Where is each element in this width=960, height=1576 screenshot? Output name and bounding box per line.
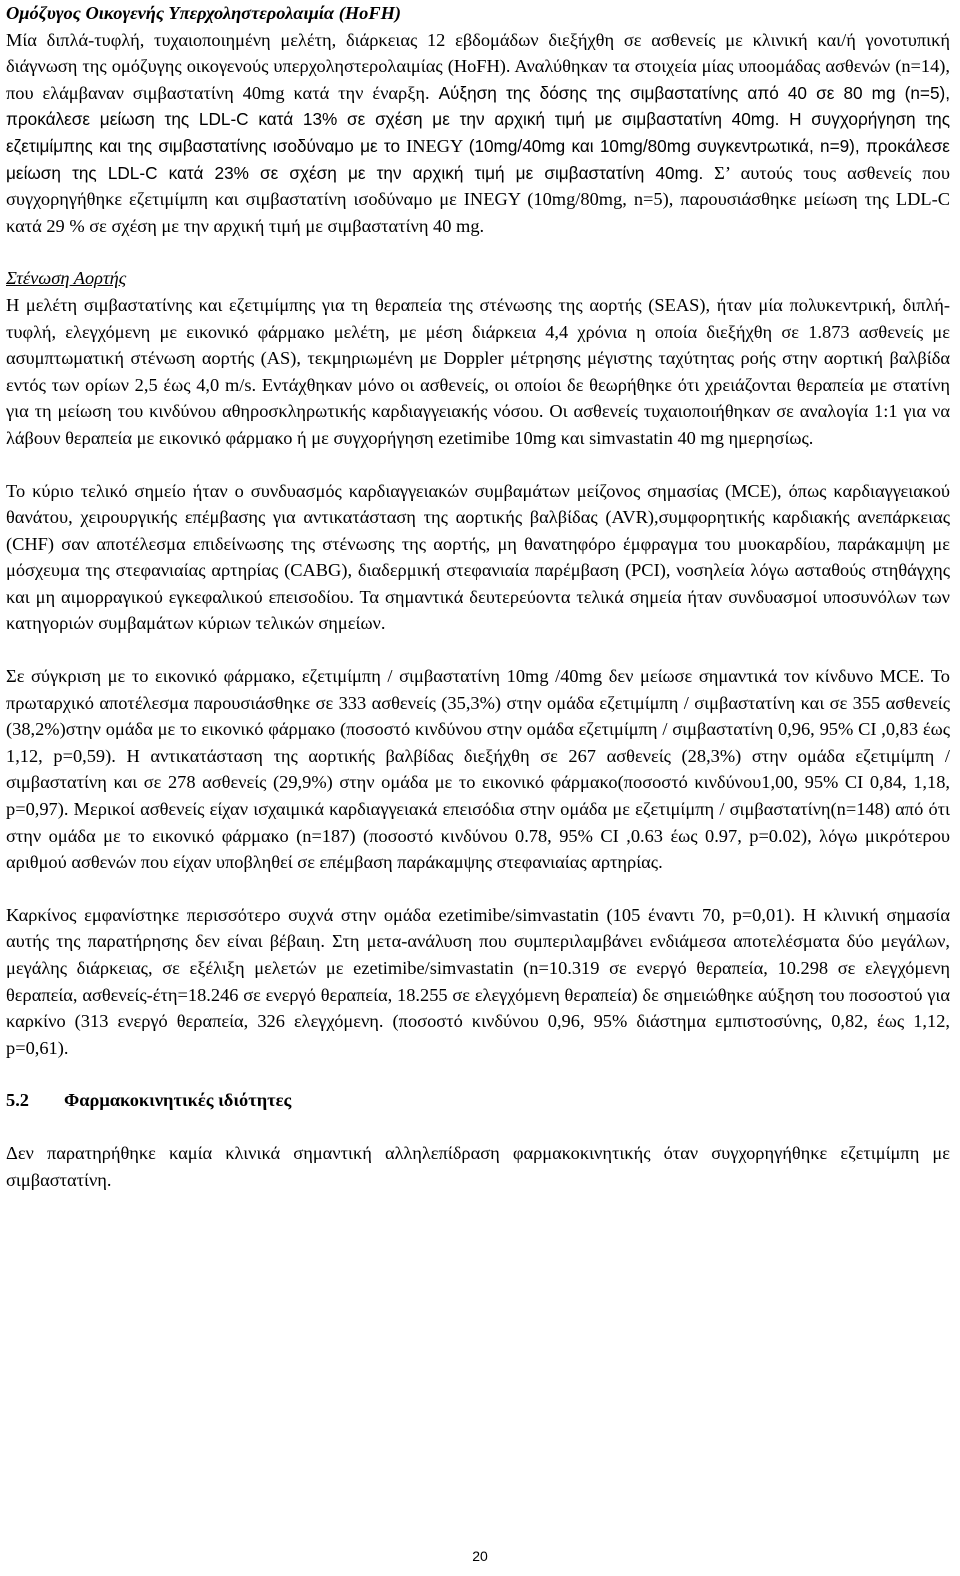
hofh-dose-text: Αύξηση της δόσης της σιμβαστατίνης από 40 σε 80 mg (n=5), προκάλεσε μείωση της LDL-C κατά 13% σε σχέση με την αρχική τιμή με σιμβαστατίνη 40mg. — [6, 82, 950, 130]
seas-paragraph-1: Η μελέτη σιμβαστατίνης και εζετιμίμπης για τη θεραπεία της στένωσης της αορτής (SEAS), ήταν μία πολυκεντρική, διπλή-τυφλή, ελεγχόμενη με εικονικό φάρμακο μελέτη, με μέση διάρκεια 4,4 χρόνια η οποία διεξήχθη σε 1.873 ασθενείς με ασυμπτωματική στένωση αορτής (AS), τεκμηριωμένη με Doppler μέτρησης μέγιστης ταχύτητας ροής στην αορτική βαλβίδα εντός των ορίων 2,5 έως 4,0 m/s. Εντάχθηκαν μόνο οι ασθενείς, οι οποίοι δε θεωρήθηκε ότι χρειάζονται θεραπεία με στατίνη για τη μείωση του κινδύνου αθηροσκληρωτικής καρδιαγγειακής νόσου. Οι ασθενείς τυχαιοποιήθηκαν σε αναλογία 1:1 για να λάβουν θεραπεία με εικονικό φάρμακο ή με συγχορήγηση ezetimibe 10mg και simvastatin 40 mg ημερησίως. — [6, 294, 950, 448]
pharmacokinetics-section — [6, 1087, 950, 1193]
seas-paragraph-4: Καρκίνος εμφανίστηκε περισσότερο συχνά στην ομάδα ezetimibe/simvastatin (105 έναντι 70, p=0,01). Η κλινική σημασία αυτής της παρατήρησης δεν είναι βέβαιη. Στη μετα-ανάλυση που συμπεριλαμβάνει ενδιάμεσα αποτελέσματα δύο μεγάλων, μεγάλης διάρκειας, σε εξέλιξη μελετών με ezetimibe/simvastatin (n=10.319 σε ενεργό θεραπεία, 10.298 σε ελεγχόμενη θεραπεία, ασθενείς-έτη=18.246 σε ενεργό θεραπεία, 18.255 σε ελεγχόμενη θεραπεία) δε σημειώθηκε αύξηση του ποσοστού για καρκίνο (313 ενεργό θεραπεία, 326 ελεγχόμενη. (ποσοστό κινδύνου 0,96, 95% διάστημα εμπιστοσύνης, 0,82, έως 1,12, p=0,61). — [6, 904, 950, 1058]
hofh-section — [6, 0, 950, 239]
hofh-intro-text: Μία διπλά-τυφλή, τυχαιοποιημένη μελέτη, διάρκειας 12 εβδομάδων διεξήχθη σε ασθενείς με κλινική και/ή γονοτυπική διάγνωση της ομόζυγης οικογενούς υπερχοληστερολαιμίας (HoFH). Αναλύθηκαν τα στοιχεία μίας υποομάδας ασθενών (n=14), που ελάμβαναν σιμβαστατίνη 40mg κατά την έναρξη. — [6, 29, 950, 103]
seas-paragraph-2: Το κύριο τελικό σημείο ήταν ο συνδυασμός καρδιαγγειακών συμβαμάτων μείζονος σημασίας (MCE), όπως καρδιαγγειακού θανάτου, χειρουργικής επέμβασης για αντικατάσταση της αορτικής βαλβίδας (AVR),συμφορητικής καρδιακής ανεπάρκειας (CHF) σαν αποτέλεσμα επιδείνωσης της στένωσης της αορτής, μη θανατηφόρο έμφραγμα του μυοκαρδίου, παράκαμψη με μόσχευμα της στεφανιαίας αρτηρίας (CABG), διαδερμική στεφανιαία παρέμβαση (PCI), νοσηλεία λόγω ασταθούς στηθάγχης και μη αιμορραγικού εγκεφαλικού επεισοδίου. Τα σημαντικά δευτερεύοντα τελικά σημεία ήταν συνδυασμοί υποσυνόλων των κατηγοριών συμβαμάτων κύριων τελικών σημείων. — [6, 480, 950, 634]
seas-section — [6, 265, 950, 1061]
spacer — [6, 1061, 950, 1087]
section-heading — [6, 1087, 950, 1114]
spacer — [6, 452, 950, 478]
pharmacokinetics-paragraph: Δεν παρατηρήθηκε καμία κλινικά σημαντική αλληλεπίδραση φαρμακοκινητικής όταν συγχορηγήθηκε εζετιμίμπη με σιμβαστατίνη. — [6, 1142, 950, 1190]
hofh-closing-text: Σ’ αυτούς τους ασθενείς που συγχορηγήθηκε εζετιμίμπη και σιμβαστατίνη ισοδύναμο με INEGY (10mg/80mg, n=5), παρουσιάσθηκε μείωση της LDL-C κατά 29 % σε σχέση με την αρχική τιμή με σιμβαστατίνη 40 mg. — [6, 162, 950, 236]
hofh-inegy-text: INEGY — [406, 135, 463, 156]
section-number: 5.2 — [6, 1090, 29, 1111]
seas-heading: Στένωση Αορτής — [6, 268, 127, 289]
hofh-heading: Ομόζυγος Οικογενής Υπερχοληστερολαιμία (HoFH) — [6, 3, 402, 23]
hofh-paragraph — [6, 27, 950, 240]
spacer — [6, 637, 950, 663]
page-number: 20 — [472, 1548, 488, 1564]
section-title: Φαρμακοκινητικές ιδιότητες — [64, 1090, 292, 1111]
document-page — [6, 0, 950, 1193]
hofh-result-text: (10mg/40mg και 10mg/80mg συγκεντρωτικά, n=9), προκάλεσε μείωση της LDL-C κατά 23% σε σχέση με την αρχική τιμή με σιμβαστατίνη 40mg. — [6, 135, 950, 183]
seas-paragraph-3: Σε σύγκριση με το εικονικό φάρμακο, εζετιμίμπη / σιμβαστατίνη 10mg /40mg δεν μείωσε σημαντικά τον κίνδυνο MCE. Το πρωταρχικό αποτέλεσμα παρουσιάσθηκε σε 333 ασθενείς (35,3%) στην ομάδα εζετιμίμπη / σιμβαστατίνη και σε 355 ασθενείς (38,2%)στην ομάδα με το εικονικό φάρμακο (ποσοστό κινδύνου στην ομάδα εζετιμίμπη / σιμβαστατίνη 0,96, 95% CI ,0,83 έως 1,12, p=0,59). Η αντικατάσταση της αορτικής βαλβίδας διεξήχθη σε 267 ασθενείς (28,3%) στην ομάδα εζετιμίμπη / σιμβαστατίνη και σε 278 ασθενείς (29,9%) στην ομάδα με το εικονικό φάρμακο(ποσοστό κινδύνου1,00, 95% CI 0,84, 1,18, p=0,97). Μερικοί ασθενείς είχαν ισχαιμικά καρδιαγγειακά επεισόδια στην ομάδα με εζετιμίμπη / σιμβαστατίνη(n=148) από ότι στην ομάδα με το εικονικό φάρμακο (n=187) (ποσοστό κινδύνου 0.78, 95% CI ,0.63 έως 0.97, p=0.02), λόγω μικρότερου αριθμού ασθενών που είχαν υποβληθεί σε επέμβαση παράκαμψης στεφανιαίας αρτηρίας. — [6, 666, 950, 873]
spacer — [6, 876, 950, 902]
hofh-coadmin-text: Η συγχορήγηση της εζετιμίμπης και της σιμβαστατίνης ισοδύναμο με το — [6, 109, 950, 156]
spacer — [6, 239, 950, 265]
spacer — [6, 1114, 950, 1140]
